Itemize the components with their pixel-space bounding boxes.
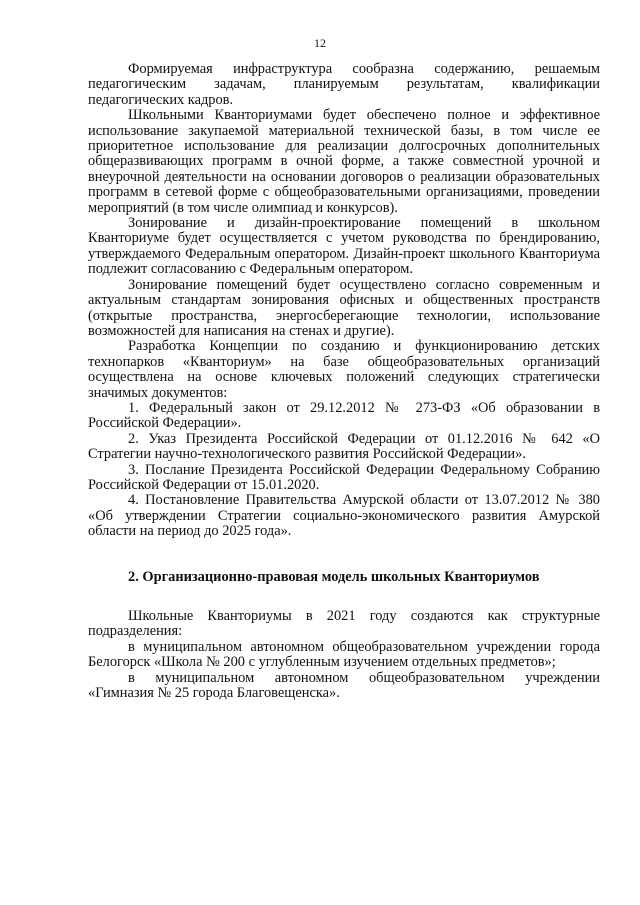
paragraph-structural-units: Школьные Кванториумы в 2021 году создаются как структурные подразделения: bbox=[88, 608, 600, 640]
paragraph-school-200: в муниципальном автономном общеобразовательном учреждении города Белогорск «Школа № 200 с углубленным изучением отдельных предметов»; bbox=[88, 638, 600, 671]
body-text bbox=[88, 62, 600, 701]
paragraph-infrastructure: Формируемая инфраструктура сообразна содержанию, решаемым педагогическим задачам, планируемым результатам, квалификации педагогических кадров. bbox=[88, 61, 600, 108]
page-number: 12 bbox=[314, 36, 326, 50]
paragraph-zoning-standards: Зонирование помещений будет осуществлено согласно современным и актуальным стандартам зонирования офисных и общественных пространств (открытые пространства, энергосберегающие технологии, использование возможностей для написания на стенах и другие). bbox=[88, 276, 600, 339]
list-item-federal-law: 1. Федеральный закон от 29.12.2012 № 273-ФЗ «Об образовании в Российской Федерации». bbox=[88, 399, 600, 432]
section-heading: 2. Организационно-правовая модель школьных Кванториумов bbox=[128, 568, 540, 585]
list-item-presidential-address: 3. Послание Президента Российской Федерации Федеральному Собранию Российской Федерации от 15.01.2020. bbox=[88, 461, 600, 493]
list-item-government-resolution: 4. Постановление Правительства Амурской области от 13.07.2012 № 380 «Об утверждении Стратегии социально-экономического развития Амурской области на период до 2025 года». bbox=[88, 492, 600, 540]
list-item-presidential-decree: 2. Указ Президента Российской Федерации от 01.12.2016 № 642 «О Стратегии научно-технологического развития Российской Федерации». bbox=[88, 430, 600, 463]
paragraph-zoning-design: Зонирование и дизайн-проектирование помещений в школьном Кванториуме будет осуществляется с учетом руководства по брендированию, утверждаемого Федеральным оператором. Дизайн-проект школьного Кванториума подлежит согласованию с Федеральным оператором. bbox=[88, 215, 600, 278]
paragraph-kvantorium-equipment: Школьными Кванториумами будет обеспечено полное и эффективное использование закупаемой материальной технической базы, в том числе ее приоритетное использование для реализации долгосрочных дополнительных общеразвивающих программ в очной форме, а также совместной урочной и внеурочной деятельности на основании договоров о реализации образовательных программ в сетевой форме с общеобразовательными организациями, проведении мероприятий (в том числе олимпиад и конкурсов). bbox=[88, 107, 600, 216]
paragraph-concept-development: Разработка Концепции по созданию и функционированию детских технопарков «Кванториум» на базе общеобразовательных организаций осуществлена на основе ключевых положений следующих стратегически значимых документов: bbox=[88, 338, 600, 401]
paragraph-gymnasium-25: в муниципальном автономном общеобразовательном учреждении «Гимназия № 25 города Благовещенска». bbox=[88, 669, 600, 702]
